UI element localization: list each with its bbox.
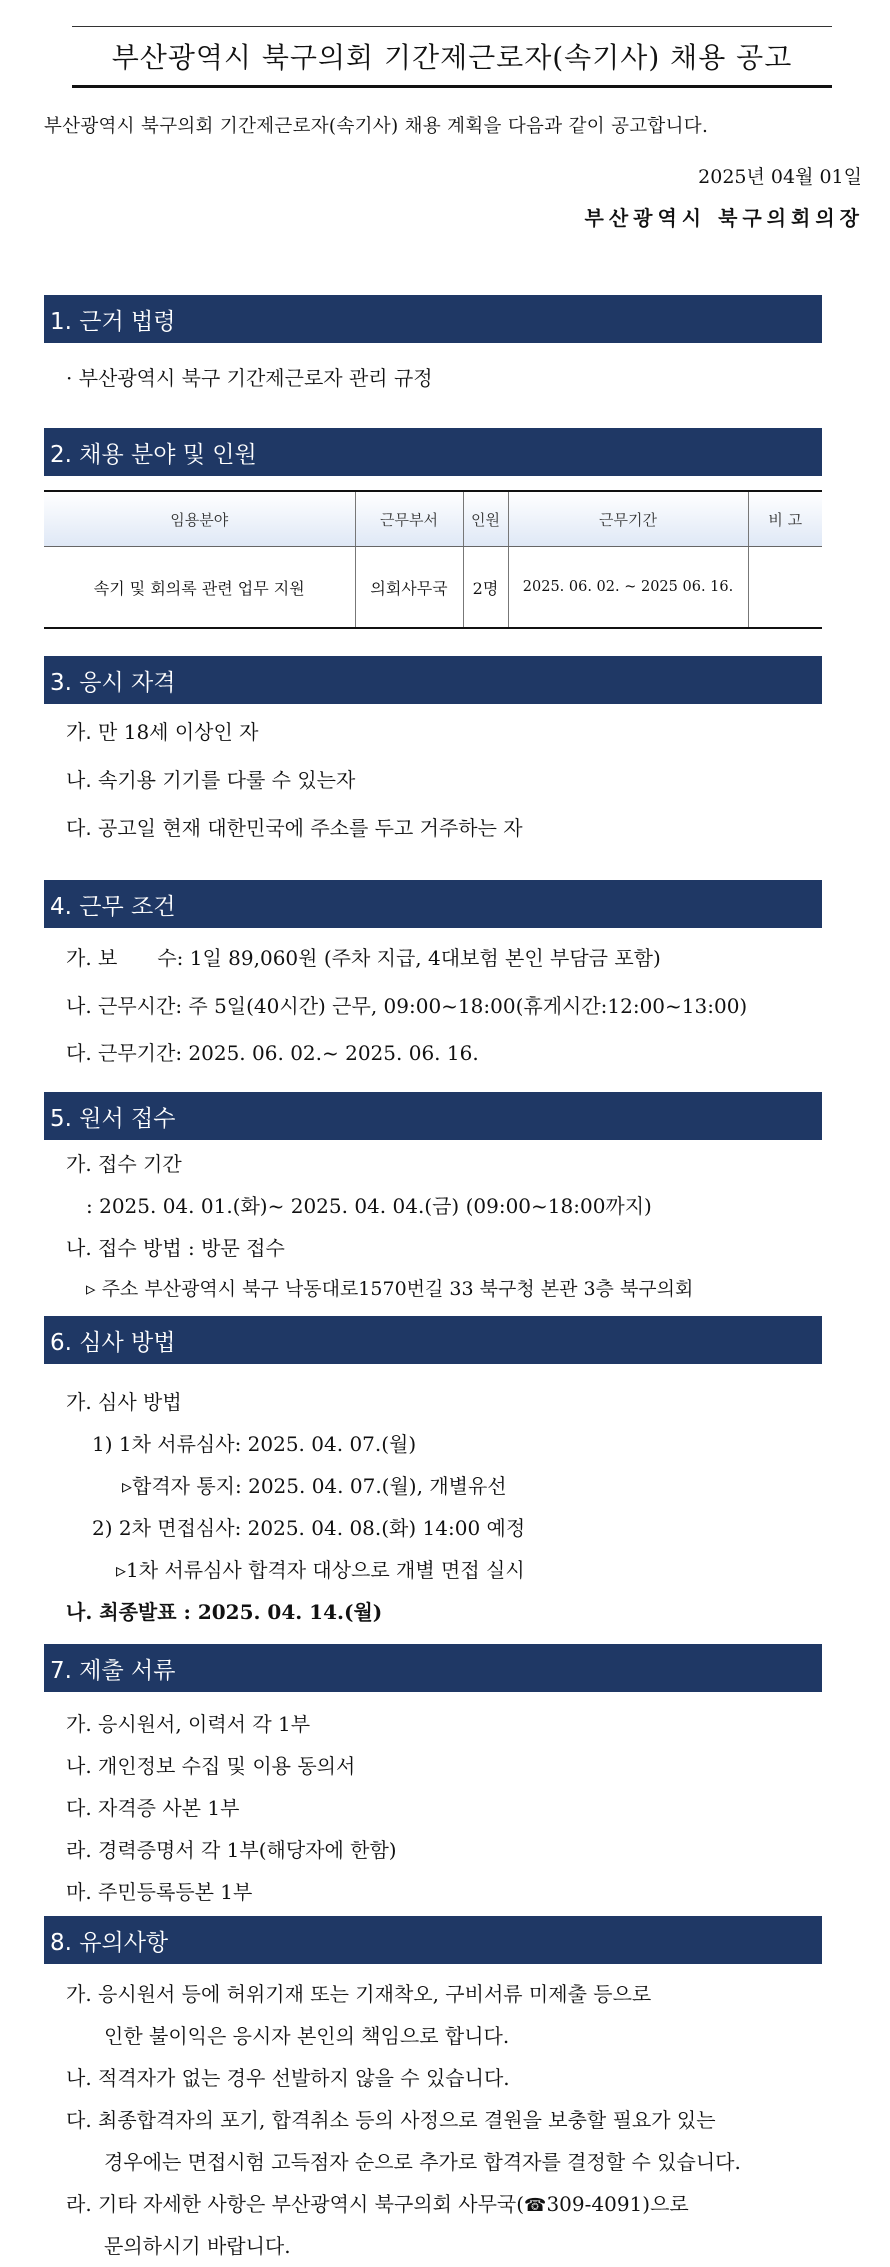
s7-item-3: 다. 자격증 사본 1부: [66, 1796, 240, 1820]
item-text: 속기용 기기를 다룰 수 있는자: [91, 768, 356, 792]
s8-item-4: [66, 2188, 689, 2217]
s6-item-3: ▹합격자 통지: 2025. 04. 07.(월), 개별유선: [122, 1474, 507, 1498]
s4-item-3: 다. 근무기간: 2025. 06. 02.~ 2025. 06. 16.: [66, 1041, 479, 1065]
s1-item-1: · 부산광역시 북구 기간제근로자 관리 규정: [66, 366, 433, 390]
s7-item-1: 가. 응시원서, 이력서 각 1부: [66, 1712, 311, 1736]
section-1-heading: 1. 근거 법령: [44, 295, 822, 343]
s8-item-1: 가. 응시원서 등에 허위기재 또는 기재착오, 구비서류 미제출 등으로: [66, 1982, 652, 2006]
s8-item-3: 다. 최종합격자의 포기, 합격취소 등의 사정으로 결원을 보충할 필요가 있는: [66, 2108, 716, 2132]
table-cell: [748, 547, 822, 629]
table-header: 비 고: [748, 491, 822, 547]
recruitment-table: [44, 490, 822, 629]
s3-item-3: [66, 812, 523, 841]
title-box: [72, 26, 832, 88]
s5-item-3: 나. 접수 방법 : 방문 접수: [66, 1236, 285, 1260]
s6-item-1: 가. 심사 방법: [66, 1390, 182, 1414]
s3-item-2: [66, 764, 355, 793]
table-header: 임용분야: [44, 491, 355, 547]
item-text: 공고일 현재 대한민국에 주소를 두고 거주하는 자: [91, 816, 523, 840]
s8-item-4-cont: 문의하시기 바랍니다.: [104, 2234, 291, 2258]
s8-item-2: 나. 적격자가 없는 경우 선발하지 않을 수 있습니다.: [66, 2066, 510, 2090]
item-prefix: 다.: [66, 816, 92, 840]
notice-date: 2025년 04월 01일: [698, 166, 862, 188]
s6-item-2: 1) 1차 서류심사: 2025. 04. 07.(월): [92, 1432, 417, 1456]
s6-item-5: ▹1차 서류심사 합격자 대상으로 개별 면접 실시: [116, 1558, 525, 1582]
table-row: [44, 547, 822, 629]
item-text: 만 18세 이상인 자: [91, 720, 259, 744]
s4-item-2: 나. 근무시간: 주 5일(40시간) 근무, 09:00~18:00(휴게시간:12:00~13:00): [66, 994, 748, 1018]
table-header: 근무부서: [355, 491, 463, 547]
table-cell: 2025. 06. 02. ~ 2025 06. 16.: [508, 547, 748, 629]
table-cell: 의회사무국: [355, 547, 463, 629]
section-3-heading: 3. 응시 자격: [44, 656, 822, 704]
s4-item-1: 가. 보 수: 1일 89,060원 (주차 지급, 4대보험 본인 부담금 포함): [66, 946, 661, 970]
item-prefix: 나.: [66, 768, 92, 792]
item-prefix: 가.: [66, 720, 92, 744]
table-cell: 2명: [463, 547, 508, 629]
s6-item-6: 나. 최종발표 : 2025. 04. 14.(월): [66, 1600, 383, 1624]
section-8-heading: 8. 유의사항: [44, 1916, 822, 1964]
table-cell: 속기 및 회의록 관련 업무 지원: [44, 547, 355, 629]
s7-item-4: 라. 경력증명서 각 1부(해당자에 한함): [66, 1838, 397, 1862]
section-6-heading: 6. 심사 방법: [44, 1316, 822, 1364]
s5-item-2: : 2025. 04. 01.(화)~ 2025. 04. 04.(금) (09:00~18:00까지): [86, 1194, 652, 1218]
section-2-heading: 2. 채용 분야 및 인원: [44, 428, 822, 476]
s5-item-1: 가. 접수 기간: [66, 1152, 182, 1176]
section-7-heading: 7. 제출 서류: [44, 1644, 822, 1692]
s6-item-4: 2) 2차 면접심사: 2025. 04. 08.(화) 14:00 예정: [92, 1516, 526, 1540]
s8-item-4-text: 라. 기타 자세한 사항은 부산광역시 북구의회 사무국(: [66, 2192, 525, 2216]
table-header-row: [44, 491, 822, 547]
section-5-heading: 5. 원서 접수: [44, 1092, 822, 1140]
s8-item-4-phone: 309-4091)으로: [546, 2192, 689, 2216]
signer: 부산광역시 북구의회의장: [584, 206, 864, 230]
phone-icon: ☎: [524, 2195, 547, 2216]
page-title: 부산광역시 북구의회 기간제근로자(속기사) 채용 공고: [111, 41, 793, 74]
s7-item-2: 나. 개인정보 수집 및 이용 동의서: [66, 1754, 356, 1778]
s8-item-1-cont: 인한 불이익은 응시자 본인의 책임으로 합니다.: [104, 2024, 510, 2048]
intro-text: 부산광역시 북구의회 기간제근로자(속기사) 채용 계획을 다음과 같이 공고합니다.: [44, 116, 709, 137]
table-header: 근무기간: [508, 491, 748, 547]
s5-item-4: ▹ 주소 부산광역시 북구 낙동대로1570번길 33 북구청 본관 3층 북구의회: [86, 1278, 694, 1300]
s7-item-5: 마. 주민등록등본 1부: [66, 1880, 253, 1904]
s8-item-3-cont: 경우에는 면접시험 고득점자 순으로 추가로 합격자를 결정할 수 있습니다.: [104, 2150, 741, 2174]
table-header: 인원: [463, 491, 508, 547]
section-4-heading: 4. 근무 조건: [44, 880, 822, 928]
s3-item-1: [66, 716, 259, 745]
